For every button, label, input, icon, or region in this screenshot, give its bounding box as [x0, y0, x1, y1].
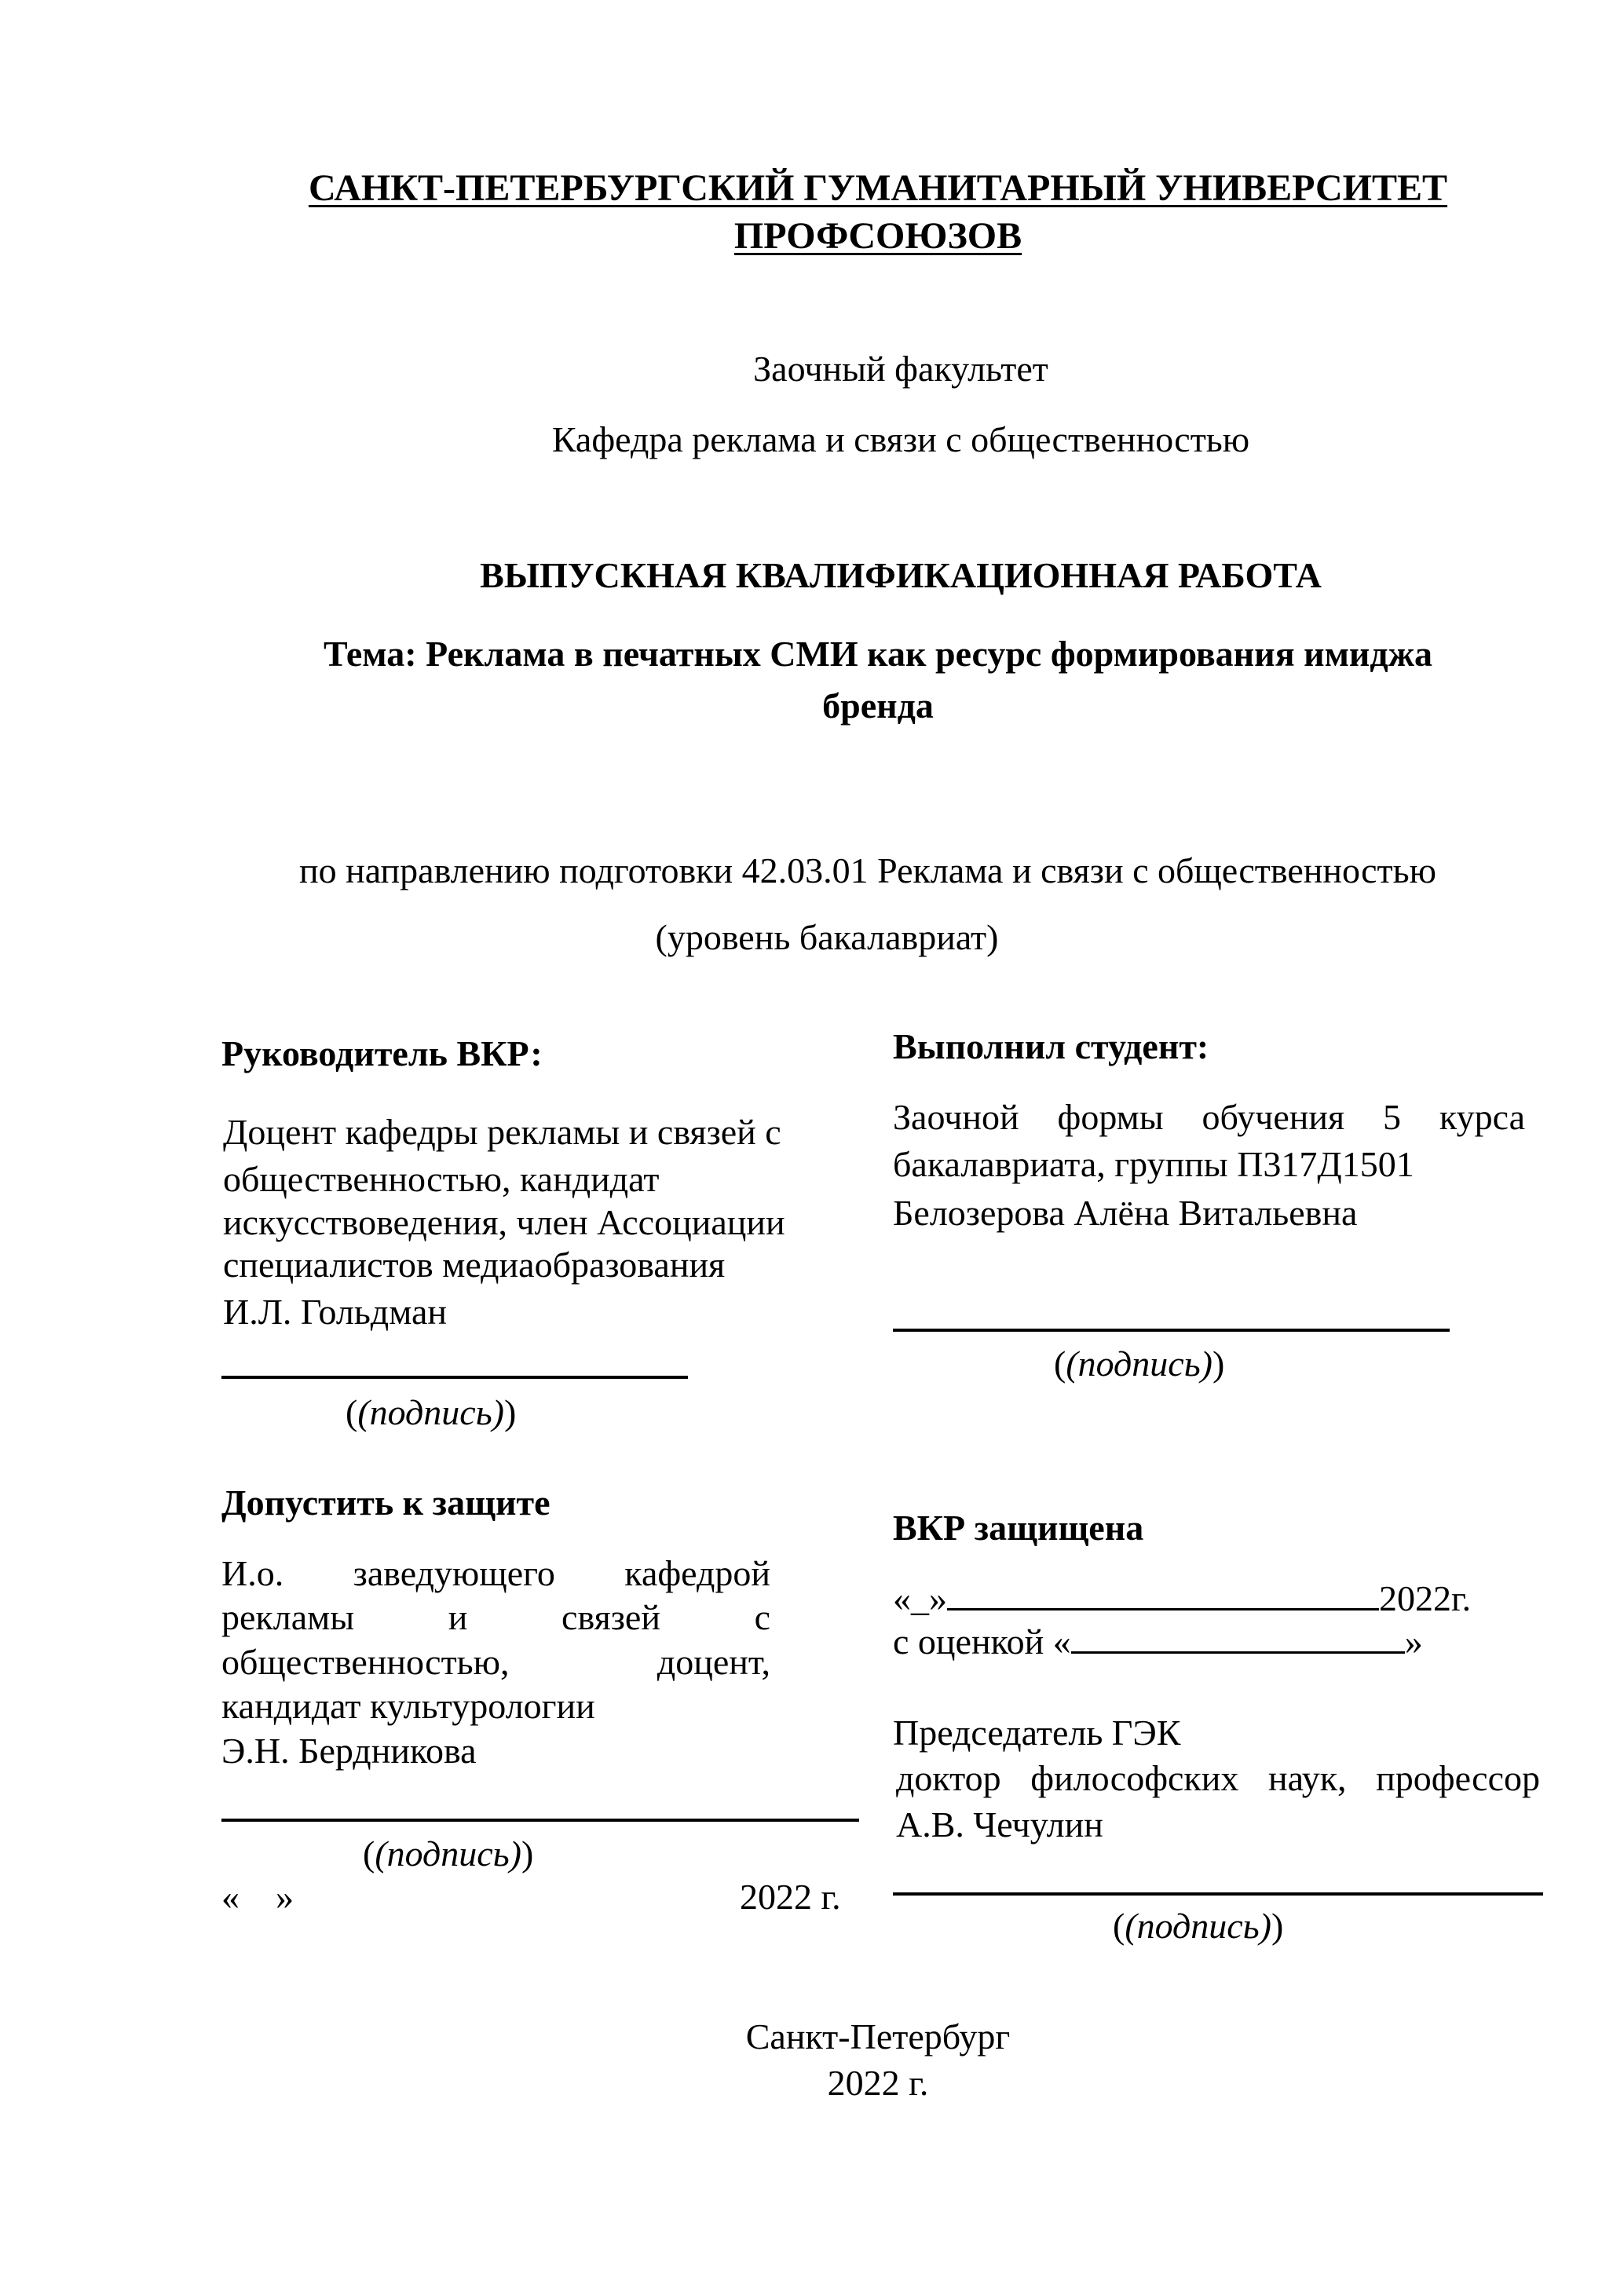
- grade-blank: [1071, 1620, 1405, 1654]
- student-line: бакалавриата, группы П317Д1501: [893, 1144, 1414, 1184]
- admission-line: И.о. заведующего кафедрой: [221, 1553, 770, 1593]
- level: (уровень бакалавриат): [655, 917, 999, 957]
- signature-caption: ((подпись)): [1113, 1906, 1284, 1946]
- admission-line: рекламы и связей с: [221, 1597, 770, 1637]
- topic-line-1: Тема: Реклама в печатных СМИ как ресурс формирования имиджа: [323, 634, 1433, 674]
- signature-caption: ((подпись)): [363, 1834, 534, 1874]
- date-blank: [947, 1577, 1379, 1610]
- department: Кафедра реклама и связи с общественностью: [551, 419, 1250, 459]
- supervisor-line: И.Л. Гольдман: [223, 1292, 448, 1332]
- university-title: САНКТ-ПЕТЕРБУРГСКИЙ ГУМАНИТАРНЫЙ УНИВЕРСИТЕТ: [308, 167, 1448, 209]
- student-line: Заочной формы обучения 5 курса: [893, 1097, 1525, 1137]
- signature-line: [221, 1376, 688, 1379]
- supervisor-heading: Руководитель ВКР:: [221, 1033, 543, 1073]
- topic-line-2: бренда: [822, 686, 934, 726]
- student-heading: Выполнил студент:: [893, 1026, 1209, 1066]
- date-year: 2022 г.: [740, 1877, 841, 1917]
- supervisor-line: Доцент кафедры рекламы и связей с: [223, 1112, 781, 1152]
- supervisor-line: искусствоведения, член Ассоциации: [223, 1202, 785, 1242]
- defense-heading: ВКР защищена: [893, 1508, 1144, 1548]
- signature-caption: ((подпись)): [346, 1392, 517, 1432]
- supervisor-line: общественностью, кандидат: [223, 1159, 660, 1199]
- admission-heading: Допустить к защите: [221, 1483, 550, 1523]
- defense-grade: с оценкой « »: [893, 1621, 1423, 1662]
- date-quotes: « »: [221, 1877, 294, 1917]
- chair-line: доктор философских наук, профессор: [896, 1758, 1540, 1798]
- work-type: ВЫПУСКНАЯ КВАЛИФИКАЦИОННАЯ РАБОТА: [480, 555, 1322, 595]
- student-line: Белозерова Алёна Витальевна: [893, 1193, 1358, 1233]
- chair-line: А.В. Чечулин: [896, 1804, 1103, 1844]
- signature-caption: ((подпись)): [1054, 1344, 1225, 1384]
- signature-line: [221, 1819, 859, 1822]
- admission-line: общественностью, доцент,: [221, 1642, 770, 1682]
- signature-line: [893, 1892, 1543, 1896]
- footer-year: 2022 г.: [827, 2063, 929, 2103]
- signature-line: [893, 1329, 1450, 1332]
- chair-title: Председатель ГЭК: [893, 1713, 1181, 1753]
- direction: по направлению подготовки 42.03.01 Реклама и связи с общественностью: [298, 850, 1437, 890]
- supervisor-line: специалистов медиаобразования: [223, 1245, 726, 1285]
- university-title-2: ПРОФСОЮЗОВ: [733, 215, 1022, 257]
- admission-line: Э.Н. Бердникова: [221, 1731, 477, 1771]
- faculty: Заочный факультет: [753, 349, 1048, 389]
- footer-city: Санкт-Петербург: [745, 2016, 1011, 2057]
- defense-date: «_» 2022г.: [893, 1578, 1472, 1618]
- admission-line: кандидат культурологии: [221, 1686, 595, 1726]
